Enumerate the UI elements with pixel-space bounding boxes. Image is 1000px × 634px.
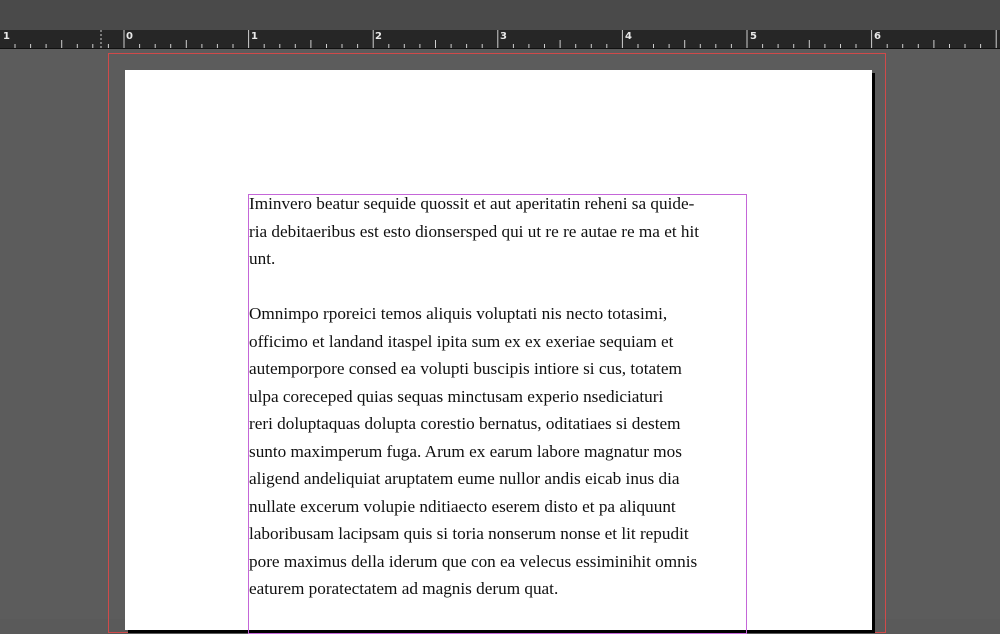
- ruler-label-5: 5: [750, 31, 757, 42]
- text-frame-content[interactable]: [249, 190, 747, 603]
- ruler-label-1: 1: [251, 31, 258, 42]
- paragraph-1: Iminvero beatur sequide quossit et aut aperitatin reheni sa quide- ria debitaeribus est esto dionsersped qui ut re re autae re ma et hit unt.: [249, 194, 700, 268]
- ruler-label-4: 4: [625, 31, 632, 42]
- horizontal-ruler[interactable]: [0, 30, 1000, 49]
- ruler-label-6: 6: [874, 31, 881, 42]
- ruler-label-3: 3: [500, 31, 507, 42]
- ruler-label-0: 0: [126, 31, 133, 42]
- ruler-label-2: 2: [375, 31, 382, 42]
- ruler-label-neg1: 1: [3, 31, 10, 42]
- application-toolbar: [0, 0, 1000, 30]
- paragraph-2: Omnimpo rporeici temos aliquis voluptati nis necto totasimi, officimo et landand itaspel ipita sum ex ex exeriae sequiam et autemporpore consed ea volupti buscipis intiore si cus, totatem ulpa coreceped quias sequas minctusam experio nsediciaturi reri doluptaquas dolupta corestio bernatus, oditatiaes si destem sunto maximperum fuga. Arum ex earum labore magnatur mos aligend andeliquiat aruptatem eume nullor andis eicab inus dia nullate excerum volupie nditiaecto eserem disto et pa aliquunt laboribusam lacipsam quis si toria nonserum nonse et lit repudit pore maximus della iderum que con ea velecus essiminihit omnis eaturem poratectatem ad magnis derum quat.: [249, 304, 698, 598]
